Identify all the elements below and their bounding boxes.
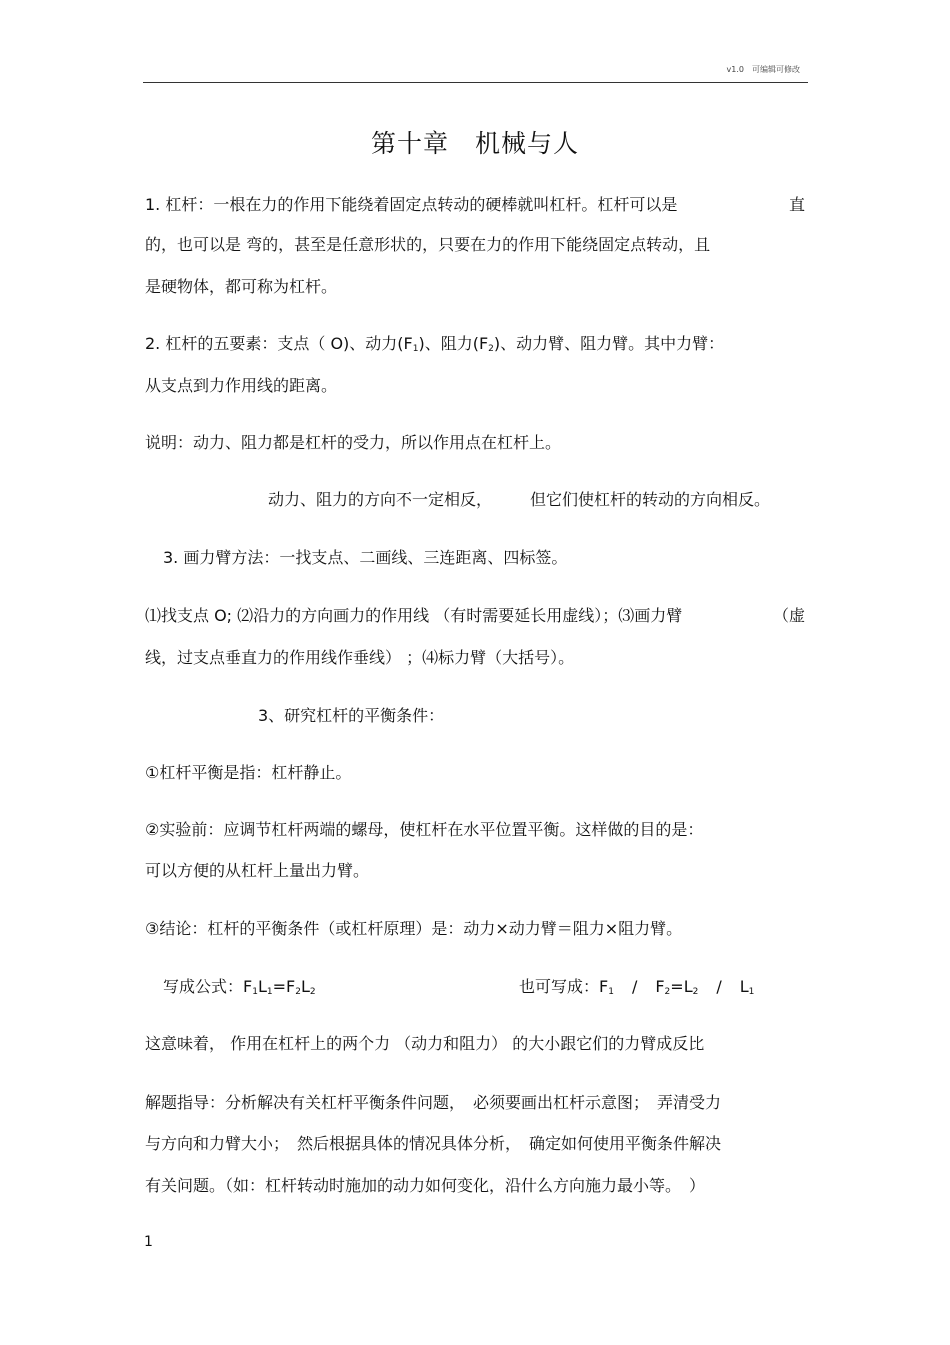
- guide-line-2: 与方向和力臂大小； 然后根据具体的情况具体分析， 确定如何使用平衡条件解决: [145, 1134, 722, 1153]
- formula-alt-label: 也可写成：: [519, 977, 600, 996]
- chapter-title: 第十章 机械与人: [370, 129, 579, 158]
- method-line-1-end: （虚: [772, 606, 805, 625]
- formula-term: L: [300, 977, 310, 996]
- research-item-3: ③结论：杠杆的平衡条件（或杠杆原理）是：动力×动力臂＝阻力×阻力臂。: [145, 919, 683, 938]
- guide-line-3: 有关问题。（如：杠杆转动时施加的动力如何变化，沿什么方向施力最小等。 ）: [145, 1176, 706, 1195]
- p2-text-b: )、阻力(F: [418, 334, 489, 353]
- formula-alt-slash: /: [716, 977, 722, 996]
- p2-sub-2: 2: [488, 344, 494, 354]
- formula-alt-sub: 1: [608, 987, 614, 997]
- method-line-1-text: ⑴找支点 O; ⑵沿力的方向画力的作用线 （有时需要延长用虚线）；⑶画力臂: [145, 606, 683, 625]
- p2-line-2: 从支点到力作用线的距离。: [145, 376, 338, 395]
- p2-sub-1: 1: [412, 344, 419, 354]
- meaning-line: 这意味着， 作用在杠杆上的两个力 （动力和阻力） 的大小跟它们的力臂成反比: [145, 1034, 705, 1053]
- method-line-1: [145, 606, 805, 626]
- formula-sub: 2: [295, 987, 301, 997]
- formula-alt-sub: 1: [748, 987, 755, 997]
- formula-label: 写成公式：: [163, 977, 244, 996]
- formula-term: =F: [272, 977, 296, 996]
- formula: [163, 977, 316, 1002]
- formula-sub: 2: [309, 987, 316, 997]
- formula-alt-term: F: [655, 977, 665, 996]
- p2-text-c: )、动力臂、阻力臂。其中力臂：: [493, 334, 725, 353]
- method-line-2: 线，过支点垂直力的作用线作垂线） ；⑷标力臂（大括号）。: [145, 648, 575, 667]
- formula-sub: 1: [252, 987, 258, 997]
- research-item-2-line-2: 可以方便的从杠杆上量出力臂。: [145, 861, 370, 880]
- formula-alt-term: =L: [670, 977, 693, 996]
- header-version: v1.0 可编辑可修改: [726, 65, 800, 74]
- research-item-1: ①杠杆平衡是指：杠杆静止。: [145, 763, 352, 782]
- formula-alt-sub: 2: [692, 987, 699, 997]
- formula-alt-sub: 2: [664, 987, 671, 997]
- formula-sub: 1: [266, 987, 273, 997]
- formula-alt: [519, 977, 754, 1002]
- p2-line-1: [145, 334, 724, 359]
- p1-line-1-text: 1. 杠杆：一根在力的作用下能绕着固定点转动的硬棒就叫杠杆。杠杆可以是: [145, 195, 678, 214]
- formula-alt-term: F: [599, 977, 609, 996]
- research-item-2-line-1: ②实验前：应调节杠杆两端的螺母，使杠杆在水平位置平衡。这样做的目的是：: [145, 820, 704, 839]
- note-line-1: 说明：动力、阻力都是杠杆的受力，所以作用点在杠杆上。: [145, 433, 562, 452]
- p2-text-a: 2. 杠杆的五要素：支点（ O)、动力(F: [145, 334, 413, 353]
- formula-term: F: [243, 977, 253, 996]
- header-rule: [143, 82, 808, 83]
- research-heading: 3、研究杠杆的平衡条件：: [258, 706, 445, 725]
- p1-line-1: [145, 195, 805, 215]
- method-heading: 3. 画力臂方法：一找支点、二画线、三连距离、四标签。: [163, 548, 568, 567]
- p1-line-3: 是硬物体，都可称为杠杆。: [145, 277, 338, 296]
- note-line-2-b: 但它们使杠杆的转动的方向相反。: [530, 490, 771, 509]
- note-line-2-a: 动力、阻力的方向不一定相反，: [268, 490, 493, 509]
- guide-line-1: 解题指导：分析解决有关杠杆平衡条件问题， 必须要画出杠杆示意图； 弄清受力: [145, 1093, 722, 1112]
- formula-alt-slash: /: [631, 977, 638, 996]
- page-number: 1: [144, 1234, 153, 1250]
- p1-line-2: 的，也可以是 弯的，甚至是任意形状的，只要在力的作用下能绕固定点转动，且: [145, 235, 711, 254]
- p1-line-1-end: 直: [788, 195, 805, 214]
- formula-term: L: [257, 977, 267, 996]
- formula-alt-term: L: [739, 977, 749, 996]
